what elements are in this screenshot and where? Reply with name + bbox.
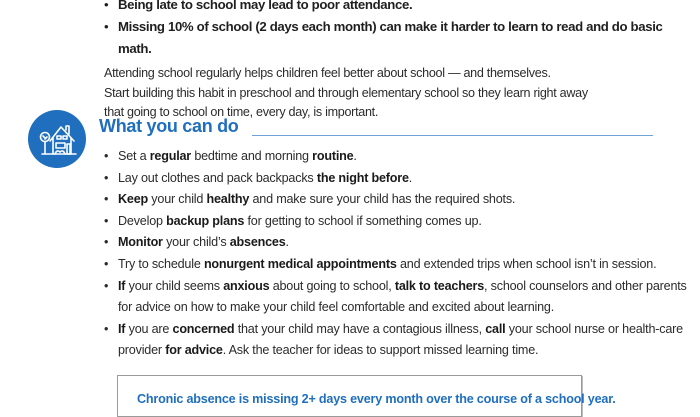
top-bullet-list	[104, 0, 694, 60]
text: , school counselors and other parents for advice on how to make your child feel comfortable and excited about learning.	[118, 278, 687, 315]
bold-text: routine	[312, 149, 354, 163]
paragraph-line: Attending school regularly helps children feel better about school — and themselves.	[104, 66, 551, 80]
text: bedtime and morning	[191, 149, 313, 163]
callout-box	[117, 375, 616, 417]
bold-text: healthy	[206, 192, 250, 207]
text: and extended trips when school isn’t in session.	[396, 256, 657, 271]
text: . Ask the teacher for ideas to support missed learning time.	[222, 343, 539, 358]
bold-text: talk to teachers	[394, 278, 485, 293]
bold-text: the night before	[316, 170, 409, 185]
bold-text: backup plans	[166, 213, 245, 228]
bold-text: absences	[229, 235, 286, 250]
text: Set a	[118, 149, 150, 163]
bold-text: If	[118, 321, 126, 336]
heading-divider	[252, 135, 653, 136]
callout-text: Chronic absence is missing 2+ days every month over the course of a school year.	[137, 392, 616, 406]
text: .	[353, 149, 357, 163]
text: for getting to school if something comes up.	[244, 213, 482, 228]
action-item	[104, 189, 694, 211]
text: and make sure your child has the required shots.	[249, 192, 516, 207]
intro-paragraph	[104, 64, 694, 123]
action-item	[104, 232, 694, 254]
text: .	[285, 235, 289, 250]
text: your child seems	[125, 278, 224, 293]
bold-text: call	[485, 321, 506, 336]
action-item	[104, 319, 694, 362]
action-item	[104, 254, 694, 276]
text: Develop	[118, 213, 167, 228]
bullet-item: • Missing 10% of school (2 days each month) can make it harder to learn to read and do basic math.	[104, 16, 694, 60]
bold-text: anxious	[223, 278, 270, 293]
action-item	[104, 211, 694, 233]
bold-text: Monitor	[118, 235, 163, 250]
text: your school nurse or health-care provider	[118, 321, 683, 358]
action-item	[104, 168, 694, 190]
bold-text: concerned	[172, 321, 235, 336]
house-icon	[28, 110, 86, 168]
paragraph-line: Start building this habit in preschool and through elementary school so they learn right away	[104, 85, 588, 100]
bold-text: for advice	[165, 343, 223, 358]
bold-text: If	[118, 278, 126, 293]
action-item	[104, 146, 694, 168]
action-list	[104, 146, 694, 362]
bold-text: regular	[149, 149, 192, 163]
text: Try to schedule	[118, 256, 204, 271]
text: your child’s	[162, 235, 230, 250]
text: .	[408, 170, 413, 185]
text: you are	[125, 321, 173, 336]
section-heading: What you can do	[99, 116, 239, 136]
bold-text: nonurgent medical appointments	[203, 256, 397, 271]
text: about going to school,	[269, 278, 395, 293]
text: Lay out clothes and pack backpacks	[118, 170, 317, 185]
text: that your child may have a contagious illness,	[234, 321, 486, 336]
bullet-item: • Being late to school may lead to poor attendance.	[104, 0, 694, 16]
bold-text: Keep	[118, 192, 148, 207]
action-item	[104, 276, 694, 319]
paragraph-line: that going to school on time, every day, is important.	[104, 105, 379, 120]
text: your child	[148, 192, 207, 207]
